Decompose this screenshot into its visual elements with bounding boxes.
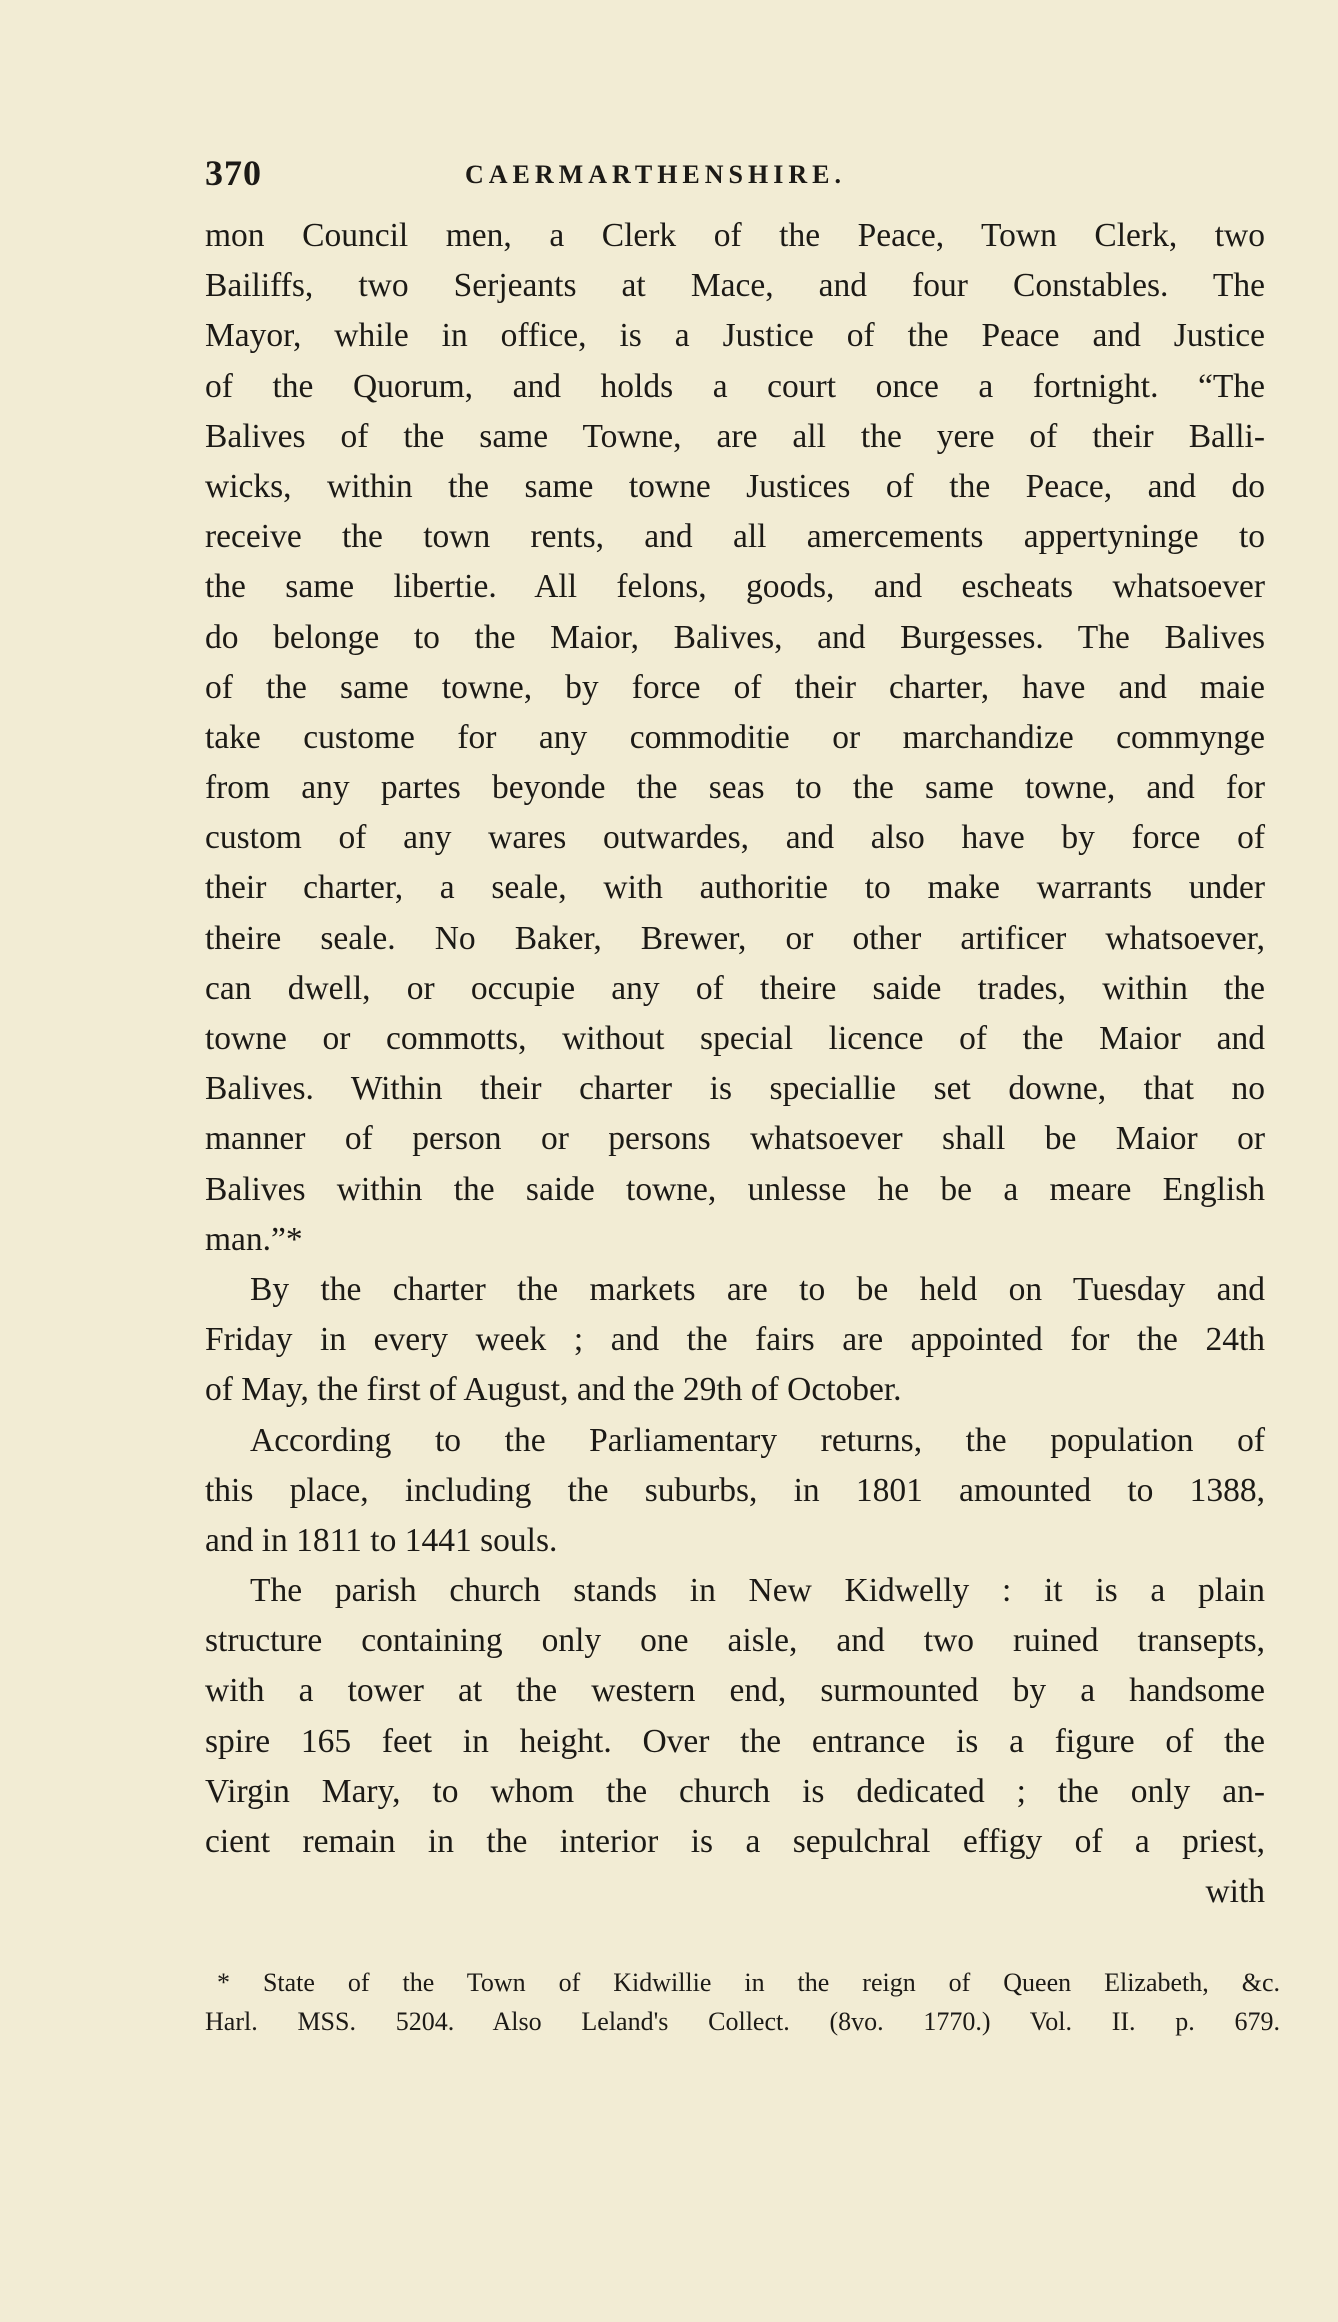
text-line: and in 1811 to 1441 souls. (205, 1521, 558, 1559)
text-line: Balives of the same Towne, are all the yere of their Balli- (205, 417, 1265, 455)
page-number: 370 (205, 153, 262, 193)
footnote-line: Harl. MSS. 5204. Also Leland's Collect. (8vo. 1770.) Vol. II. p. 679. (205, 2007, 1280, 2036)
text-line: receive the town rents, and all amercements appertyninge to (205, 518, 1265, 556)
footnote (205, 1963, 1280, 2041)
text-line: Balives. Within their charter is speciallie set downe, that no (205, 1070, 1265, 1108)
text-line: this place, including the suburbs, in 1801 amounted to 1388, (205, 1471, 1265, 1509)
text-line: According to the Parliamentary returns, the population of (250, 1421, 1265, 1459)
text-line: cient remain in the interior is a sepulchral effigy of a priest, (205, 1823, 1265, 1860)
text-line: the same libertie. All felons, goods, and escheats whatsoever (205, 568, 1265, 606)
text-line: Friday in every week ; and the fairs are appointed for the 24th (205, 1321, 1265, 1359)
text-line: with a tower at the western end, surmounted by a handsome (205, 1672, 1265, 1710)
text-line: Mayor, while in office, is a Justice of the Peace and Justice (205, 317, 1265, 355)
text-line: The parish church stands in New Kidwelly : it is a plain (250, 1572, 1265, 1610)
text-line: wicks, within the same towne Justices of the Peace, and do (205, 467, 1265, 505)
text-line: of May, the first of August, and the 29th of October. (205, 1371, 902, 1409)
text-line: their charter, a seale, with authoritie to make warrants under (205, 869, 1265, 907)
text-line: Virgin Mary, to whom the church is dedicated ; the only an- (205, 1772, 1265, 1810)
text-line: of the same towne, by force of their charter, have and maie (205, 668, 1265, 706)
text-line: mon Council men, a Clerk of the Peace, Town Clerk, two (205, 217, 1265, 254)
running-head (205, 152, 1290, 202)
text-line: manner of person or persons whatsoever shall be Maior or (205, 1120, 1265, 1158)
text-line: custom of any wares outwardes, and also have by force of (205, 819, 1265, 857)
text-line: do belonge to the Maior, Balives, and Burgesses. The Balives (205, 618, 1265, 656)
text-line: theire seale. No Baker, Brewer, or other artificer whatsoever, (205, 919, 1265, 957)
text-line: structure containing only one aisle, and two ruined transepts, (205, 1622, 1265, 1660)
section-title: CAERMARTHENSHIRE. (465, 160, 846, 189)
text-line: towne or commotts, without special licence of the Maior and (205, 1020, 1265, 1057)
text-line: spire 165 feet in height. Over the entrance is a figure of the (205, 1722, 1265, 1760)
text-line: take custome for any commoditie or marchandize commynge (205, 718, 1265, 756)
text-line: Balives within the saide towne, unlesse he be a meare English (205, 1170, 1265, 1208)
catchword: with (1205, 1873, 1265, 1911)
footnote-line: * State of the Town of Kidwillie in the reign of Queen Elizabeth, &c. (217, 1968, 1280, 1997)
text-line: of the Quorum, and holds a court once a fortnight. “The (205, 367, 1265, 405)
text-line: Bailiffs, two Serjeants at Mace, and four Constables. The (205, 267, 1265, 305)
text-line: from any partes beyonde the seas to the same towne, and for (205, 769, 1265, 807)
text-line: can dwell, or occupie any of theire saide trades, within the (205, 969, 1265, 1007)
body-text (205, 211, 1265, 1917)
text-line: By the charter the markets are to be held on Tuesday and (250, 1270, 1265, 1308)
text-line: man.”* (205, 1220, 303, 1258)
